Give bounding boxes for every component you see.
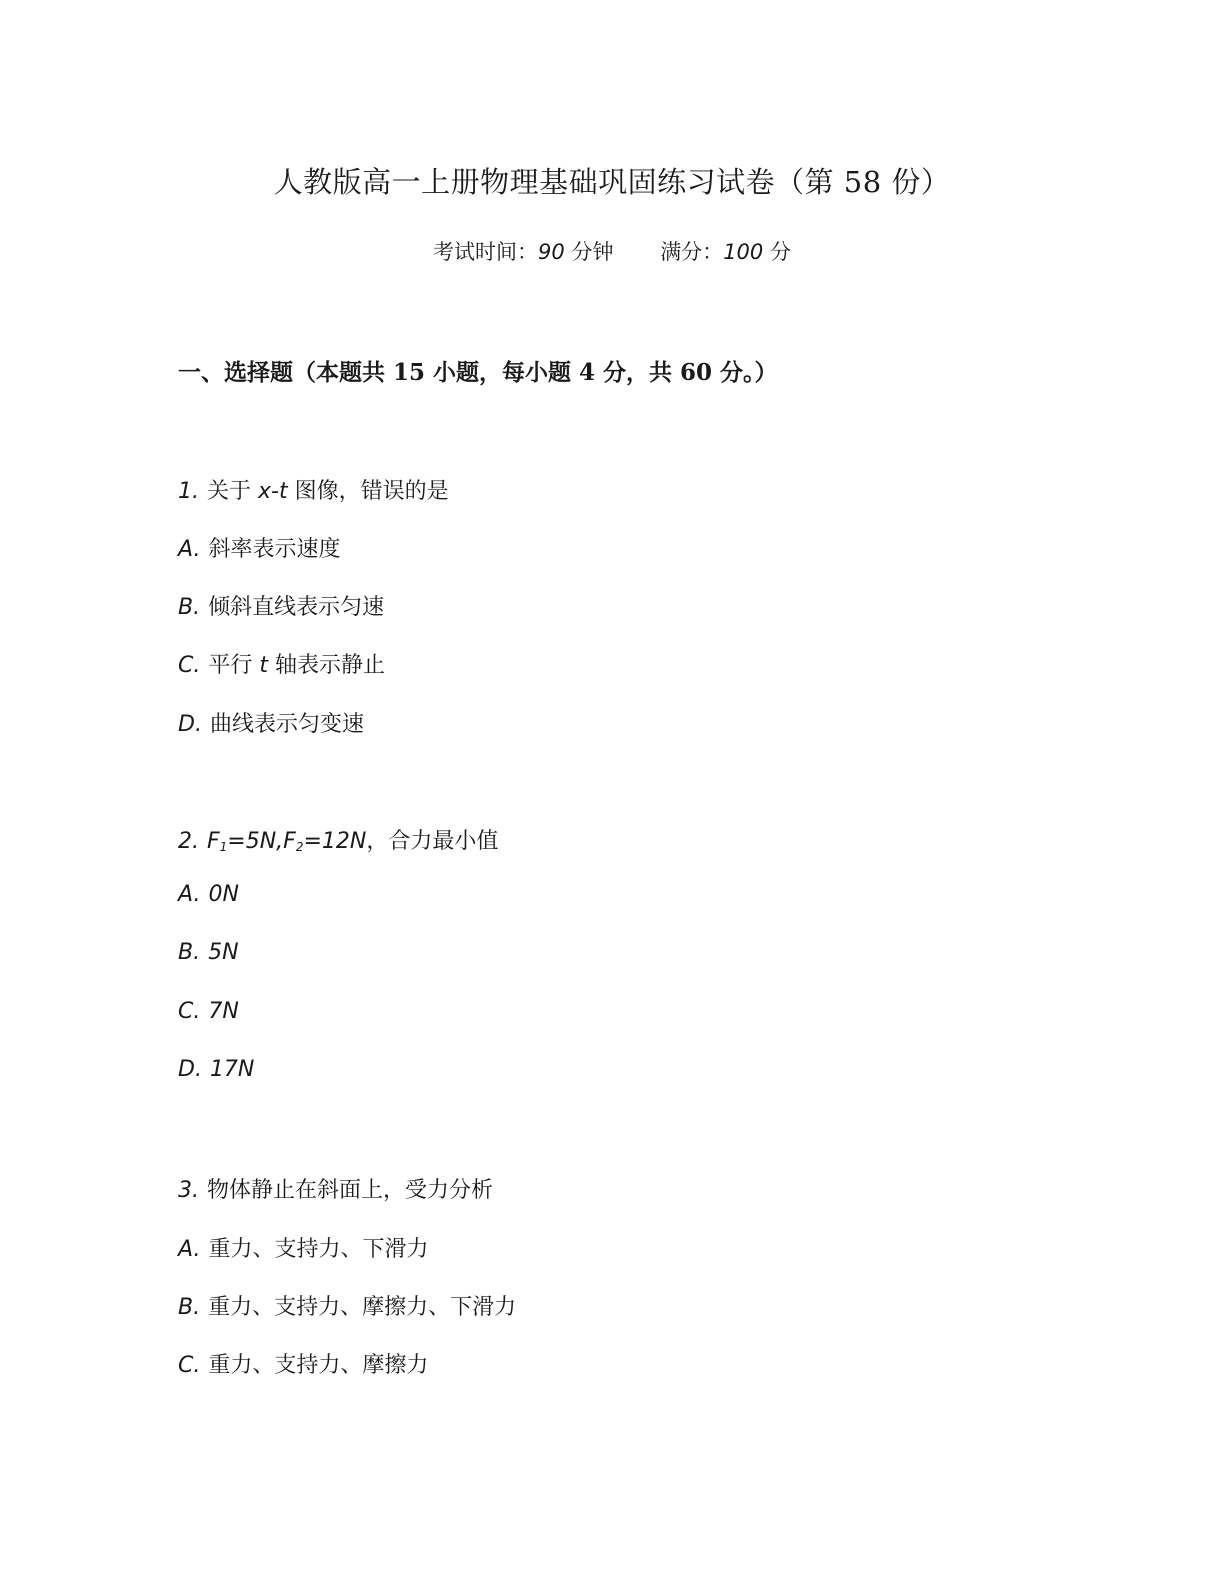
time-unit: 分钟 bbox=[564, 240, 614, 264]
question-1-option-a bbox=[178, 532, 340, 563]
formula-part: =12N bbox=[303, 829, 367, 854]
option-text: 曲线表示匀变速 bbox=[209, 712, 364, 737]
option-label: C. bbox=[178, 1353, 201, 1378]
meta-spacer bbox=[613, 240, 660, 264]
question-2-option-c bbox=[178, 999, 239, 1024]
stem-text: 图像，错误的是 bbox=[287, 479, 449, 504]
formula-subscript: 1 bbox=[219, 840, 228, 854]
score-value: 100 bbox=[723, 240, 764, 264]
question-1-option-b bbox=[178, 590, 384, 621]
question-3-option-c bbox=[178, 1348, 428, 1379]
option-label: B. bbox=[178, 940, 201, 965]
question-2-stem bbox=[178, 824, 498, 855]
formula-part: F bbox=[207, 829, 220, 854]
option-text: 轴表示静止 bbox=[268, 653, 385, 678]
option-variable: t bbox=[259, 653, 268, 678]
exam-meta bbox=[0, 236, 1224, 266]
option-label: A. bbox=[178, 1237, 201, 1262]
option-label: A. bbox=[178, 882, 201, 907]
option-text: 斜率表示速度 bbox=[208, 537, 341, 562]
question-2-option-d bbox=[178, 1057, 254, 1082]
option-label: D. bbox=[178, 1057, 202, 1082]
time-value: 90 bbox=[538, 240, 565, 264]
question-1-option-d bbox=[178, 707, 364, 738]
formula-subscript: 2 bbox=[295, 840, 304, 854]
question-number: 1. bbox=[178, 479, 199, 504]
question-number: 3. bbox=[178, 1178, 199, 1203]
section-heading: 一、选择题（本题共 15 小题，每小题 4 分，共 60 分。） bbox=[178, 359, 778, 386]
formula-part: =5N,F bbox=[227, 829, 296, 854]
stem-variable: x-t bbox=[258, 479, 288, 504]
option-label: C. bbox=[178, 653, 201, 678]
question-2-option-b bbox=[178, 940, 239, 965]
exam-title: 人教版高一上册物理基础巩固练习试卷（第 58 份） bbox=[273, 165, 951, 199]
question-2-option-a bbox=[178, 882, 239, 907]
option-text: 重力、支持力、摩擦力、下滑力 bbox=[208, 1295, 517, 1320]
question-3-option-a bbox=[178, 1232, 428, 1263]
option-label: D. bbox=[178, 712, 202, 737]
option-text: 倾斜直线表示匀速 bbox=[208, 595, 385, 620]
option-label: C. bbox=[178, 999, 201, 1024]
question-3-option-b bbox=[178, 1290, 516, 1321]
score-unit: 分 bbox=[763, 240, 791, 264]
stem-text: 物体静止在斜面上，受力分析 bbox=[207, 1178, 494, 1203]
option-text: 7N bbox=[208, 999, 239, 1024]
option-label: B. bbox=[178, 1295, 201, 1320]
option-text: 重力、支持力、下滑力 bbox=[208, 1237, 429, 1262]
question-3-stem bbox=[178, 1173, 493, 1204]
option-label: B. bbox=[178, 595, 201, 620]
option-text: 0N bbox=[208, 882, 239, 907]
score-label: 满分： bbox=[660, 240, 724, 264]
stem-text: 关于 bbox=[207, 479, 258, 504]
question-number: 2. bbox=[178, 829, 199, 854]
formula bbox=[207, 829, 366, 854]
option-text: 5N bbox=[208, 940, 239, 965]
question-1-stem bbox=[178, 474, 449, 505]
option-text: 17N bbox=[209, 1057, 255, 1082]
time-label: 考试时间： bbox=[433, 240, 539, 264]
option-text: 平行 bbox=[208, 653, 260, 678]
option-label: A. bbox=[178, 537, 201, 562]
stem-text: ，合力最小值 bbox=[366, 829, 499, 854]
option-text: 重力、支持力、摩擦力 bbox=[208, 1353, 429, 1378]
question-1-option-c bbox=[178, 648, 385, 679]
